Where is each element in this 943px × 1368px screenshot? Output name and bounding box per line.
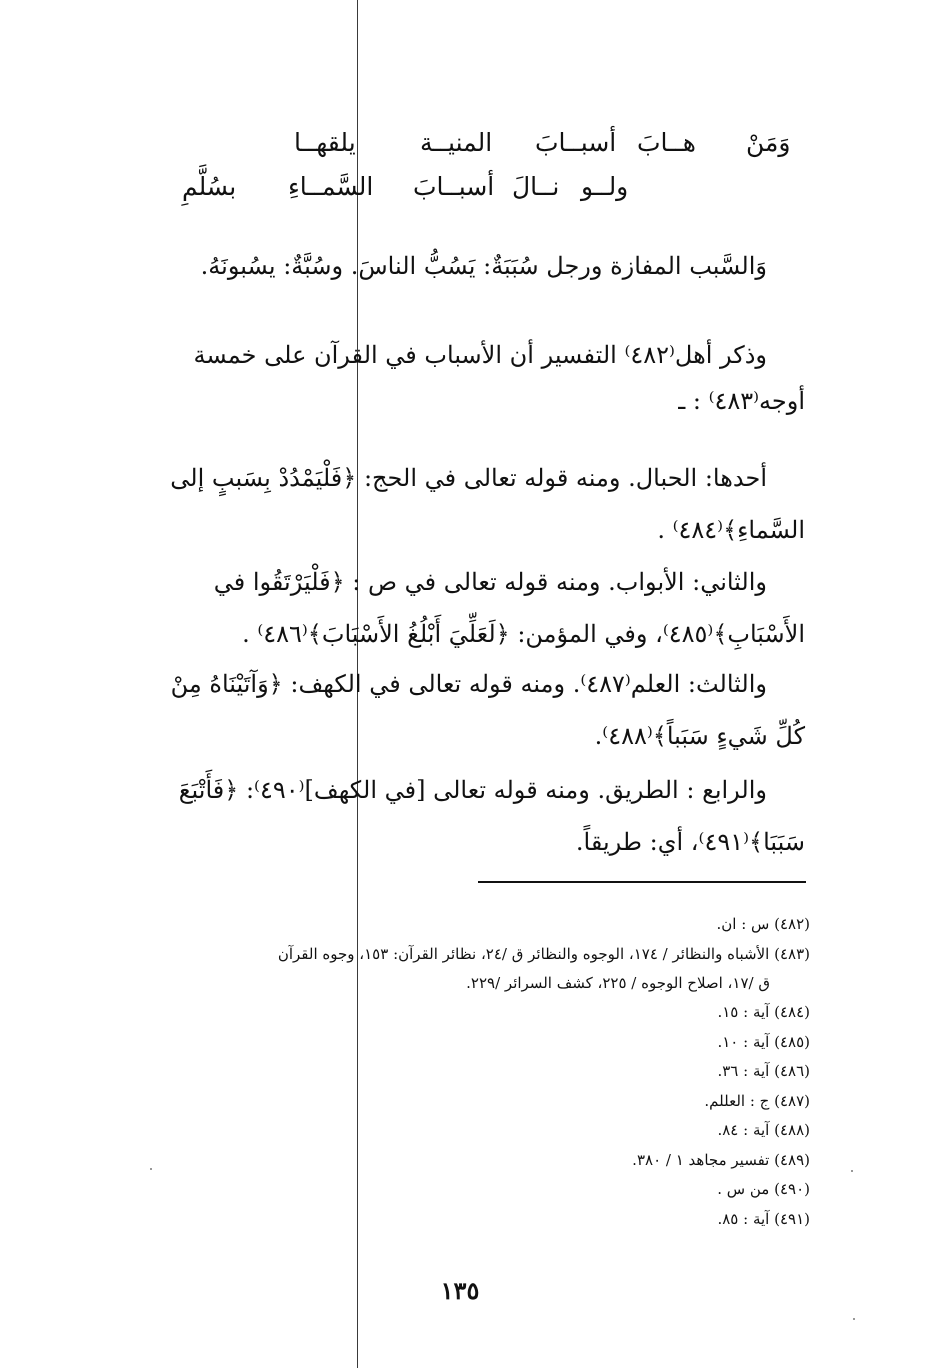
poem-word: أسبــابَ bbox=[413, 172, 495, 201]
poem-word: المنيــة bbox=[420, 128, 493, 157]
footnote-484: (٤٨٤) آية : ١٥. bbox=[717, 1003, 810, 1021]
footnote-487: (٤٨٧) ج : العللم. bbox=[704, 1091, 810, 1110]
footnote-482: (٤٨٢) س : ان. bbox=[716, 915, 810, 933]
paragraph-line: والثالث: العلم⁽٤٨٧⁾. ومنه قوله تعالى في الكهف: ﴿وَآتَيْنَاهُ مِنْ bbox=[170, 670, 767, 698]
footnote-490: (٤٩٠) من س . bbox=[717, 1180, 810, 1198]
paragraph-fourth-meaning bbox=[140, 764, 805, 868]
paragraph-line: أوجه⁽٤٨٣⁾ : ـ bbox=[678, 387, 805, 415]
footnote-488: (٤٨٨) آية : ٨٤. bbox=[717, 1121, 810, 1139]
scan-speck bbox=[851, 1170, 853, 1172]
paragraph-first-meaning bbox=[140, 452, 805, 556]
poem-word: أسبــابَ bbox=[535, 128, 617, 157]
paragraph-intro bbox=[140, 329, 805, 421]
footnote-489: (٤٨٩) تفسير مجاهد ١ / ٣٨٠. bbox=[632, 1150, 810, 1169]
footnote-485: (٤٨٥) آية : ١٠. bbox=[717, 1032, 810, 1051]
paragraph-line: سَبَبَا﴾⁽٤٩١⁾، أي: طريقاً. bbox=[575, 828, 805, 856]
footnote-486: (٤٨٦) آية : ٣٦. bbox=[717, 1062, 810, 1080]
footnote-483: (٤٨٣) الأشباه والنظائر / ١٧٤، الوجوه والنظائر ق /٢٤، نظائر القرآن: ١٥٣، وجوه القرآن bbox=[277, 944, 810, 963]
paragraph-line: أحدها: الحبال. ومنه قوله تعالى في الحج: ﴿فَلْيَمْدُدْ بِسَببٍ إلى bbox=[170, 464, 767, 492]
paragraph-line: والثاني: الأبواب. ومنه قوله تعالى في ص : ﴿فَلْيَرْتَقُوا في bbox=[213, 568, 767, 596]
footnote-483-continued: ق /١٧، اصلاح الوجوه / ٢٢٥، كشف السرائر /٢٢٩. bbox=[466, 974, 770, 992]
paragraph-line: كُلِّ شَيءٍ سَبَباً﴾⁽٤٨٨⁾. bbox=[594, 722, 805, 750]
scan-speck bbox=[150, 1168, 152, 1170]
footnote-491: (٤٩١) آية : ٨٥. bbox=[717, 1209, 810, 1228]
poem-line-1 bbox=[0, 128, 943, 162]
page-number: ١٣٥ bbox=[440, 1276, 480, 1305]
paragraph-second-meaning bbox=[140, 556, 805, 660]
poem-line-2 bbox=[0, 172, 943, 206]
paragraph-line: السَّماءِ﴾⁽٤٨٤⁾ . bbox=[657, 516, 805, 544]
poem-word: هــابَ bbox=[637, 128, 696, 157]
paragraph-sabab-meaning bbox=[140, 240, 805, 292]
paragraph-line: الأَسْبَابِ﴾⁽٤٨٥⁾، وفي المؤمن: ﴿لَعَلِّيَ أَبْلُغُ الأَسْبَابَ﴾⁽٤٨٦⁾ . bbox=[242, 620, 805, 648]
paragraph-line: وذكر أهل⁽٤٨٢⁾ التفسير أن الأسباب في القرآن على خمسة bbox=[193, 341, 767, 369]
poem-word: نــالَ bbox=[512, 172, 560, 201]
paragraph-line: والرابع : الطريق. ومنه قوله تعالى [في الكهف]⁽٤٩٠⁾: ﴿فَأَتْبَعَ bbox=[178, 776, 767, 804]
poem-word: بسُلَّمِ bbox=[182, 172, 237, 201]
poem-word: ولــو bbox=[581, 172, 629, 201]
scan-speck bbox=[853, 1318, 855, 1320]
paragraph-line: وَالسَّبب المفازة ورجل سُبَبَةٌ: يَسُبُّ الناسَ. وسُبَّةٌ: يسُبونَهُ. bbox=[200, 252, 767, 280]
poem-word: السَّمــاءِ bbox=[288, 172, 374, 201]
paragraph-third-meaning bbox=[140, 658, 805, 762]
poem-word: يلقهــا bbox=[294, 128, 356, 157]
poem-word: وَمَنْ bbox=[746, 128, 791, 157]
footnote-separator bbox=[478, 881, 806, 883]
footnotes bbox=[110, 910, 810, 1234]
